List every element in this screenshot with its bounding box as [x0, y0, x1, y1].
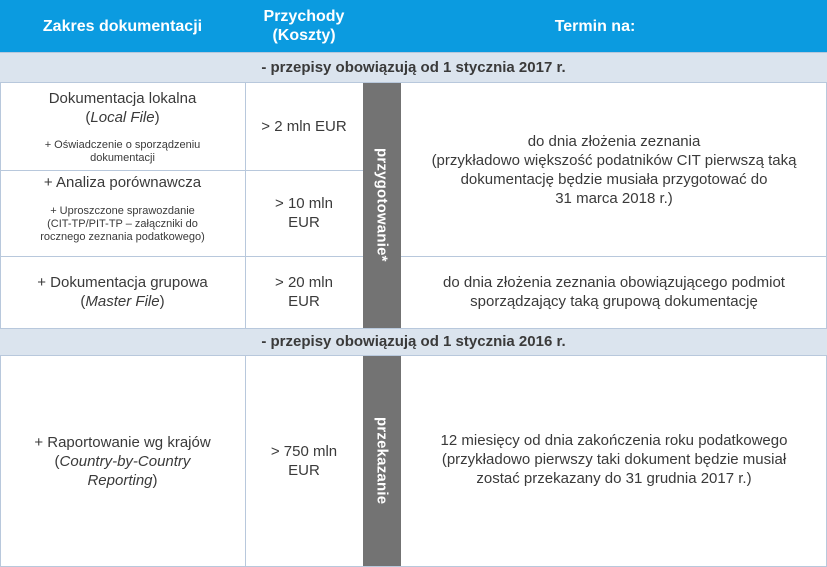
divider-row2-right: [401, 256, 827, 257]
vertical-bar-submission: [363, 355, 401, 567]
section-2016-title: - przepisy obowiązują od 1 stycznia 2016 r.: [261, 333, 566, 350]
cbc-threshold-line1: > 750 mln: [270, 443, 338, 460]
benchmark-title: + Analiza porównawcza: [43, 174, 202, 191]
divider-section1-top: [0, 82, 827, 83]
section-2017-banner: [0, 52, 827, 82]
section-2017-title: - przepisy obowiązują od 1 stycznia 2017 r.: [261, 58, 566, 76]
divider-left-1: [0, 82, 1, 328]
deadline-master-file: [401, 256, 827, 328]
master-file-title: + Dokumentacja grupowa: [37, 274, 208, 291]
header-deadline-label: Termin na:: [554, 17, 636, 35]
local-file-threshold: [245, 82, 363, 170]
header-revenue-line2: (Koszty): [272, 27, 336, 44]
deadline-cbc-line3: zostać przekazany do 31 grudnia 2017 r.): [476, 469, 752, 487]
deadline-master-line1: do dnia złożenia zeznania obowiązującego podmiot: [443, 274, 785, 291]
divider-row2-left: [0, 256, 363, 257]
deadline-local-file: [401, 82, 827, 256]
vertical-label-preparation: przygotowanie*: [373, 148, 391, 262]
header-revenue: [245, 0, 363, 52]
vertical-label-submission: przekazanie: [373, 417, 391, 505]
divider-col2-2: [245, 355, 246, 567]
local-file-title: Dokumentacja lokalna: [48, 90, 197, 107]
deadline-cbc-line2: (przykładowo pierwszy taki dokument będzie musiał: [441, 450, 787, 468]
benchmark-threshold-line2: EUR: [288, 214, 320, 231]
master-file-subtitle: (Master File): [80, 293, 165, 310]
vertical-bar-preparation: [363, 82, 401, 328]
section-2016-banner: [0, 328, 827, 355]
benchmark-threshold: [245, 170, 363, 256]
local-file-note: + Oświadczenie o sporządzeniu dokumentacji: [44, 139, 201, 164]
deadline-cbc: [401, 355, 827, 567]
benchmark-threshold-line1: > 10 mln: [275, 195, 333, 212]
deadline-local-line3: dokumentację będzie musiała przygotować do: [460, 171, 768, 188]
benchmark-note: + Uproszczone sprawozdanie (CIT-TP/PIT-TP – załączniki do rocznego zeznania podatkowego): [40, 205, 205, 243]
header-scope-label: Zakres dokumentacji: [42, 17, 203, 35]
benchmark-cell: [0, 170, 245, 256]
cbc-threshold: [245, 355, 363, 567]
local-file-threshold-value: > 2 mln EUR: [261, 117, 347, 135]
deadline-local-line1: do dnia złożenia zeznania: [527, 133, 701, 150]
divider-header: [0, 52, 827, 53]
divider-col2-1: [245, 82, 246, 328]
header-scope: [0, 0, 245, 52]
master-file-threshold-line1: > 20 mln: [275, 274, 333, 291]
local-file-cell: [0, 82, 245, 170]
master-file-cell: [0, 256, 245, 328]
header-deadline: [363, 0, 827, 52]
master-file-threshold-line2: EUR: [288, 293, 320, 310]
divider-left-2: [0, 355, 1, 567]
cbc-title: + Raportowanie wg krajów: [34, 433, 211, 451]
header-revenue-line1: Przychody: [263, 8, 345, 25]
divider-section2-body: [0, 355, 827, 356]
cbc-threshold-line2: EUR: [288, 462, 320, 479]
divider-row1: [0, 170, 363, 171]
deadline-local-line2: (przykładowo większość podatników CIT pierwszą taką: [431, 152, 797, 169]
master-file-threshold: [245, 256, 363, 328]
divider-section2-top: [0, 328, 827, 329]
cbc-report-cell: [0, 355, 245, 567]
deadline-local-line4: 31 marca 2018 r.): [555, 190, 673, 207]
cbc-subtitle-line3: Reporting): [87, 471, 158, 489]
deadline-master-line2: sporządzający taką grupową dokumentację: [470, 293, 758, 310]
deadline-cbc-line1: 12 miesięcy od dnia zakończenia roku podatkowego: [440, 431, 788, 449]
cbc-subtitle-line2: (Country-by-Country: [54, 452, 191, 470]
local-file-subtitle: (Local File): [85, 109, 160, 126]
